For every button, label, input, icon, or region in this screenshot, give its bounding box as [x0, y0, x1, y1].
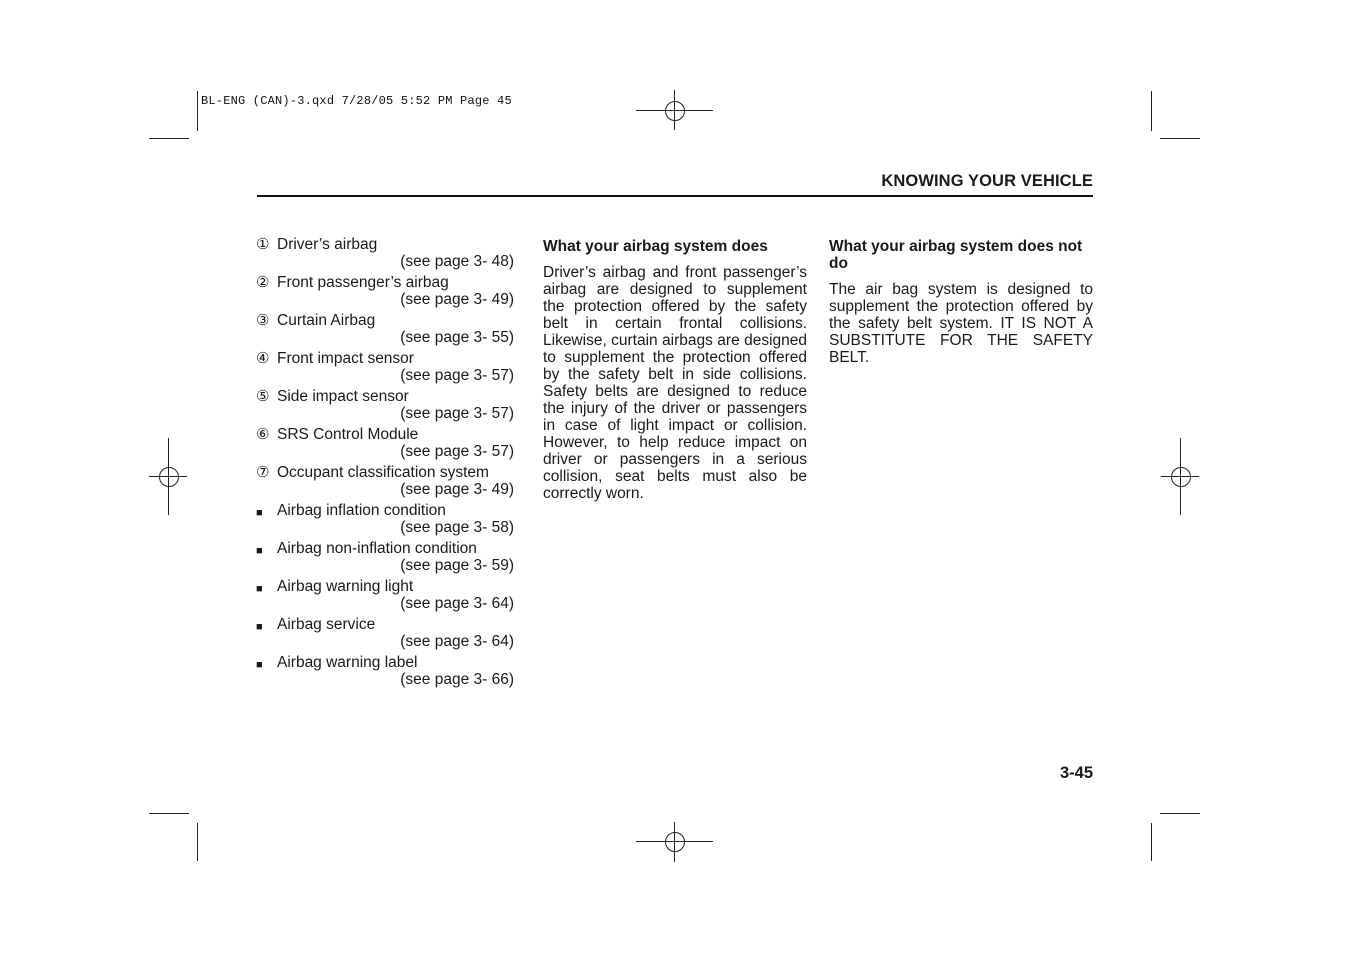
crop-mark — [1151, 91, 1152, 131]
square-bullet-icon: ■ — [256, 621, 263, 633]
print-slug: BL-ENG (CAN)-3.qxd 7/28/05 5:52 PM Page 45 — [201, 94, 512, 108]
registration-circle — [1171, 467, 1191, 487]
list-item-text: Airbag warning label — [277, 654, 418, 671]
page-number: 3-45 — [1059, 764, 1093, 782]
square-bullet-icon: ■ — [256, 659, 263, 671]
square-bullet-icon: ■ — [256, 545, 263, 557]
page-reference: (see page 3- 66) — [400, 671, 514, 688]
list-item — [256, 578, 514, 612]
list-item-label — [256, 426, 514, 443]
page-reference: (see page 3- 59) — [400, 557, 514, 574]
list-item — [256, 654, 514, 688]
list-item-label — [256, 274, 514, 291]
list-item-label — [256, 312, 514, 329]
list-item — [256, 350, 514, 384]
registration-circle — [159, 467, 179, 487]
list-item-label — [256, 350, 514, 367]
crop-mark — [197, 91, 198, 131]
page-reference: (see page 3- 49) — [400, 481, 514, 498]
page-reference: (see page 3- 57) — [400, 443, 514, 460]
list-item-label — [256, 578, 514, 595]
list-item — [256, 312, 514, 346]
section-body: Driver’s airbag and front passenger’s airbag are designed to supplement the protection offered by the safety belt in certain frontal collisions. Likewise, curtain airbags are designed to supplement the protection offered by the safety belt in side collisions. Safety belts are designed to reduce the injury of the driver or passengers in case of light impact or collision. However, to help reduce impact on driver or passengers in a serious collision, seat belts must also be correctly worn. — [543, 264, 807, 502]
list-item — [256, 502, 514, 536]
numbered-bullet: ⑥ — [256, 426, 270, 443]
list-item-label — [256, 616, 514, 633]
list-item-text: Airbag non-inflation condition — [277, 540, 477, 557]
list-item-label — [256, 540, 514, 557]
page-reference: (see page 3- 58) — [400, 519, 514, 536]
list-item-label — [256, 236, 514, 253]
crop-mark — [197, 823, 198, 861]
list-item-label — [256, 464, 514, 481]
list-item-text: Curtain Airbag — [277, 312, 376, 329]
page-reference: (see page 3- 48) — [400, 253, 514, 270]
header-rule — [257, 195, 1093, 197]
page-reference: (see page 3- 55) — [400, 329, 514, 346]
crop-mark — [149, 813, 189, 814]
list-item-text: Side impact sensor — [277, 388, 409, 405]
list-item-text: Occupant classification system — [277, 464, 489, 481]
crop-mark — [1160, 813, 1200, 814]
numbered-bullet: ④ — [256, 350, 270, 367]
page-reference: (see page 3- 49) — [400, 291, 514, 308]
list-item-label — [256, 502, 514, 519]
list-item-text: Airbag warning light — [277, 578, 414, 595]
section-body: The air bag system is designed to supplement the protection offered by the safety belt system. IT IS NOT A SUBSTITUTE FOR THE SAFETY BELT. — [829, 281, 1093, 366]
airbag-does-section — [543, 238, 807, 502]
airbag-does-not-section — [829, 238, 1093, 366]
list-item-text: Front passenger’s airbag — [277, 274, 449, 291]
list-item — [256, 236, 514, 270]
list-item — [256, 274, 514, 308]
list-item-label — [256, 654, 514, 671]
numbered-bullet: ⑤ — [256, 388, 270, 405]
numbered-bullet: ③ — [256, 312, 270, 329]
list-item-text: Airbag service — [277, 616, 376, 633]
registration-circle — [665, 101, 685, 121]
list-item-text: SRS Control Module — [277, 426, 419, 443]
component-list — [256, 236, 514, 692]
numbered-bullet: ② — [256, 274, 270, 291]
crop-mark — [149, 138, 189, 139]
list-item-text: Driver’s airbag — [277, 236, 378, 253]
registration-circle — [665, 832, 685, 852]
list-item — [256, 540, 514, 574]
list-item-text: Front impact sensor — [277, 350, 414, 367]
page-reference: (see page 3- 64) — [400, 633, 514, 650]
numbered-bullet: ① — [256, 236, 270, 253]
numbered-bullet: ⑦ — [256, 464, 270, 481]
page-reference: (see page 3- 57) — [400, 367, 514, 384]
list-item-label — [256, 388, 514, 405]
section-heading: What your airbag system does not do — [829, 238, 1083, 272]
page-reference: (see page 3- 57) — [400, 405, 514, 422]
square-bullet-icon: ■ — [256, 583, 263, 595]
section-heading: What your airbag system does — [543, 238, 768, 255]
crop-mark — [1160, 138, 1200, 139]
list-item — [256, 616, 514, 650]
section-header-title: KNOWING YOUR VEHICLE — [881, 172, 1093, 190]
page-reference: (see page 3- 64) — [400, 595, 514, 612]
crop-mark — [1151, 823, 1152, 861]
list-item-text: Airbag inflation condition — [277, 502, 446, 519]
square-bullet-icon: ■ — [256, 507, 263, 519]
list-item — [256, 426, 514, 460]
list-item — [256, 464, 514, 498]
list-item — [256, 388, 514, 422]
